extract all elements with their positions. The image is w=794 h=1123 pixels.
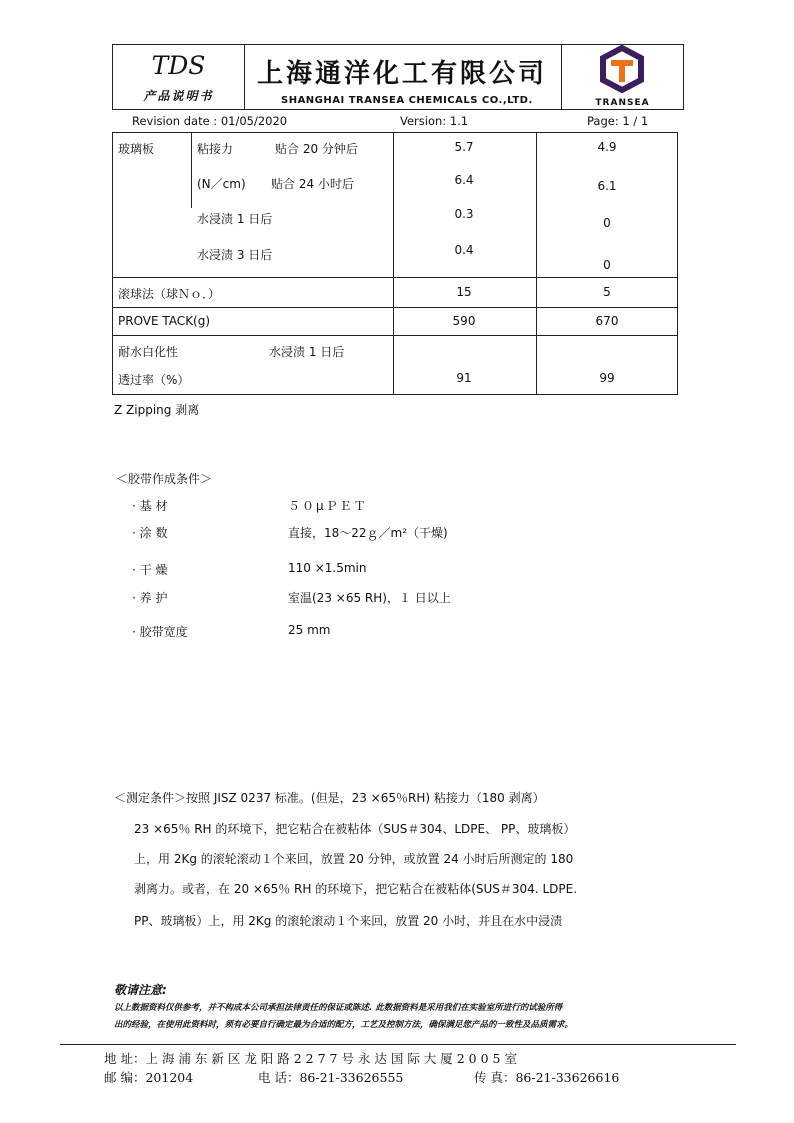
revision-date: Revision date : 01/05/2020 [132,114,288,128]
transea-logo-icon [562,45,682,97]
condition-value: 25 mm [288,623,331,637]
revision-version: Version: 1.1 [400,114,469,128]
table-cell: 透过率（%） [118,373,190,387]
table-cell: 0 [603,216,611,230]
measurement-line: 剥离力。或者，在 20 ×65％ RH 的环境下，把它粘合在被粘体(SUS＃304. LDPE. [134,882,578,896]
footer-phone: 电 话：86-21-33626555 [258,1070,404,1085]
company-name-en: SHANGHAI TRANSEA CHEMICALS CO.,LTD. [281,95,533,106]
condition-label: · 干 燥 [132,563,168,577]
table-divider [191,133,192,208]
table-cell: 0.4 [454,243,474,257]
table-divider [393,133,394,394]
zipping-note: Z Zipping 剥离 [114,403,200,417]
table-cell: 水浸渍 1 日后 [269,345,345,359]
table-cell: 贴合 20 分钟后 [275,142,358,156]
footer-fax: 传 真：86-21-33626616 [474,1070,620,1085]
tds-subtitle: 产品说明书 [143,89,214,103]
condition-label: · 涂 数 [132,526,168,540]
table-divider [113,277,677,278]
table-cell: 玻璃板 [118,142,155,156]
measurement-line: ＜测定条件＞按照 JISZ 0237 标准。(但是，23 ×65％RH) 粘接力（180 剥离） [114,791,545,805]
table-cell: 5 [603,285,611,299]
table-cell: 粘接力 [197,142,234,156]
condition-value: 直接，18～22ｇ／m²（干燥) [288,526,448,540]
logo-text: TRANSEA [595,98,650,108]
company-name-cn: 上海通洋化工有限公司 [257,59,548,89]
table-cell: 滚球法（球Ｎｏ．） [118,287,221,301]
tds-cell [113,45,245,109]
table-cell: 6.4 [454,173,474,187]
condition-value: ５０μＰＥＴ [288,499,368,513]
tds-title: TDS [151,51,206,80]
footer-address: 地 址：上 海 浦 东 新 区 龙 阳 路 2 2 7 7 号 永 达 国 际 大 厦 2 0 0 5 室 [104,1051,517,1066]
notice-line: 出的经验，在使用此资料时，须有必要自行确定最为合适的配方，工艺及控制方法，确保满足您产品的一致性及品质需求。 [114,1020,574,1030]
header-box [112,44,684,110]
condition-label: · 养 护 [132,591,168,605]
condition-label: · 基 材 [132,499,168,513]
logo-cell [561,45,683,109]
footer-postcode: 邮 编：201204 [104,1070,194,1085]
table-cell: 670 [595,314,619,328]
table-cell: 贴合 24 小时后 [271,177,354,191]
table-cell: 水浸渍 3 日后 [197,248,273,262]
table-cell: 99 [599,371,615,385]
table-cell: 耐水白化性 [118,345,179,359]
measurement-line: PP、玻璃板）上，用 2Kg 的滚轮滚动１个来回，放置 20 小时，并且在水中浸渍 [134,914,563,928]
table-cell: 水浸渍 1 日后 [197,212,273,226]
condition-label: · 胶带宽度 [132,625,188,639]
table-cell: 5.7 [454,140,474,154]
notice-title: 敬请注意: [114,983,167,997]
measurement-line: 上，用 2Kg 的滚轮滚动１个来回，放置 20 分钟，或放置 24 小时后所测定的 180 [134,852,574,866]
properties-table [112,132,678,395]
table-cell: 91 [456,371,472,385]
revision-page: Page: 1 / 1 [587,114,649,128]
table-divider [113,307,677,308]
table-cell: PROVE TACK(g) [118,314,211,328]
table-divider [113,335,677,336]
table-cell: (N／cm) [197,177,246,191]
conditions-title: ＜胶带作成条件＞ [116,472,213,486]
table-cell: 4.9 [597,140,617,154]
table-divider [536,133,537,394]
table-cell: 590 [452,314,476,328]
footer-divider [60,1044,736,1045]
notice-line: 以上数据资料仅供参考，并不构成本公司承担法律责任的保证或陈述. 此数据资料是采用我们在实验室所进行的试验所得 [114,1003,563,1013]
table-cell: 0 [603,258,611,272]
table-cell: 0.3 [454,207,474,221]
condition-value: 110 ×1.5min [288,561,367,575]
condition-value: 室温(23 ×65 RH)，１ 日以上 [288,591,451,605]
table-cell: 6.1 [597,179,617,193]
table-cell: 15 [456,285,472,299]
measurement-line: 23 ×65％ RH 的环境下，把它粘合在被粘体（SUS＃304、LDPE、 PP、玻璃板） [134,822,576,836]
